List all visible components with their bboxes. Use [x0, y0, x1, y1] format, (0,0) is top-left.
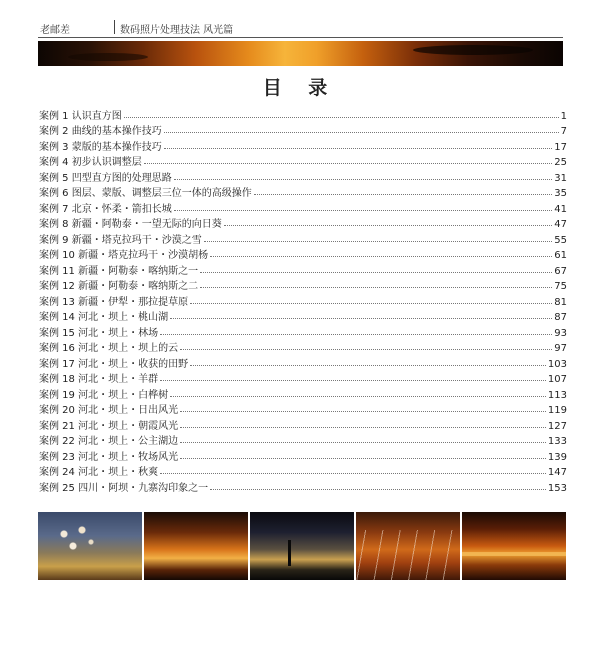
- toc-entry-page: 17: [554, 141, 567, 153]
- toc-entry-page: 35: [554, 188, 567, 199]
- toc-entry-label: 案例 1 认识直方图: [39, 110, 122, 122]
- photo-figure-dusk: [250, 512, 354, 580]
- toc-entry-label: 案例 15 河北・坝上・林场: [39, 327, 159, 339]
- photo-strip: [38, 512, 566, 580]
- toc-entry-page: 133: [547, 436, 567, 447]
- toc-entry-page: 31: [554, 172, 567, 184]
- table-of-contents: [39, 106, 567, 494]
- toc-entry-page: 75: [554, 281, 567, 292]
- toc-entry: [39, 416, 567, 432]
- header-divider: [114, 20, 115, 34]
- toc-entry-label: 案例 21 河北・坝上・朝霞风光: [39, 420, 179, 432]
- toc-dot-leader: [170, 395, 546, 397]
- header-rule: [38, 37, 563, 38]
- toc-entry: [39, 432, 567, 448]
- toc-entry-page: 153: [547, 482, 567, 494]
- toc-entry: [39, 339, 567, 355]
- page-title: 目 录: [262, 77, 338, 99]
- toc-dot-leader: [174, 178, 553, 180]
- toc-dot-leader: [174, 209, 553, 211]
- toc-entry: [39, 199, 567, 215]
- toc-entry-label: 案例 22 河北・坝上・公主湖边: [39, 436, 179, 447]
- photo-blossom-lake: [38, 512, 142, 580]
- toc-entry: [39, 401, 567, 417]
- toc-entry: [39, 354, 567, 370]
- toc-entry-label: 案例 6 图层、蒙版、调整层三位一体的高级操作: [39, 188, 252, 199]
- toc-entry-page: 7: [560, 126, 567, 137]
- toc-dot-leader: [160, 472, 546, 474]
- toc-dot-leader: [144, 162, 553, 164]
- toc-entry: [39, 106, 567, 122]
- toc-entry-page: 47: [554, 219, 567, 230]
- toc-entry-page: 81: [554, 296, 567, 308]
- toc-entry: [39, 323, 567, 339]
- toc-entry-page: 103: [547, 358, 567, 370]
- toc-entry: [39, 277, 567, 293]
- sunset-banner-image: [38, 41, 563, 66]
- toc-entry-page: 147: [547, 467, 567, 478]
- toc-dot-leader: [180, 457, 546, 459]
- toc-entry-label: 案例 9 新疆・塔克拉玛干・沙漠之雪: [39, 234, 202, 246]
- toc-entry: [39, 230, 567, 246]
- toc-entry: [39, 308, 567, 324]
- toc-entry: [39, 463, 567, 479]
- toc-dot-leader: [180, 441, 546, 443]
- toc-dot-leader: [190, 302, 552, 304]
- toc-entry-page: 1: [560, 110, 567, 122]
- toc-dot-leader: [164, 147, 553, 149]
- toc-entry-page: 139: [547, 451, 567, 463]
- toc-entry: [39, 370, 567, 386]
- toc-dot-leader: [160, 333, 552, 335]
- photo-birch-trees: [356, 512, 460, 580]
- toc-entry-label: 案例 17 河北・坝上・收获的田野: [39, 358, 189, 370]
- toc-entry: [39, 215, 567, 231]
- banner-cloud: [68, 53, 148, 61]
- toc-dot-leader: [180, 410, 546, 412]
- toc-entry: [39, 447, 567, 463]
- photo-sunset-clouds: [144, 512, 248, 580]
- toc-entry-label: 案例 7 北京・怀柔・箭扣长城: [39, 203, 172, 215]
- toc-entry-label: 案例 19 河北・坝上・白桦树: [39, 389, 169, 401]
- toc-entry-label: 案例 23 河北・坝上・牧场风光: [39, 451, 179, 463]
- toc-entry-label: 案例 24 河北・坝上・秋爽: [39, 467, 159, 478]
- toc-dot-leader: [160, 379, 546, 381]
- photo-lake-sunset: [462, 512, 566, 580]
- toc-entry-page: 127: [547, 420, 567, 432]
- toc-dot-leader: [254, 193, 553, 195]
- toc-entry: [39, 122, 567, 138]
- toc-entry: [39, 261, 567, 277]
- toc-entry-page: 107: [547, 374, 567, 385]
- toc-entry-page: 87: [554, 312, 567, 323]
- header-book-title: 数码照片处理技法 风光篇: [120, 25, 234, 36]
- toc-entry-label: 案例 5 凹型直方图的处理思路: [39, 172, 172, 184]
- toc-dot-leader: [200, 271, 552, 273]
- toc-entry-page: 93: [554, 327, 567, 339]
- toc-entry-label: 案例 2 曲线的基本操作技巧: [39, 126, 162, 137]
- toc-entry-label: 案例 11 新疆・阿勒泰・喀纳斯之一: [39, 265, 199, 277]
- toc-entry-page: 41: [554, 203, 567, 215]
- toc-entry-page: 119: [547, 405, 567, 416]
- toc-entry: [39, 292, 567, 308]
- toc-entry-page: 55: [554, 234, 567, 246]
- toc-entry: [39, 246, 567, 262]
- blossom-detail: [46, 518, 106, 558]
- running-header: [38, 19, 563, 35]
- toc-dot-leader: [190, 364, 546, 366]
- silhouette-figure: [288, 540, 291, 566]
- banner-cloud: [413, 45, 533, 55]
- toc-dot-leader: [210, 255, 552, 257]
- toc-entry: [39, 184, 567, 200]
- toc-dot-leader: [210, 488, 546, 490]
- toc-dot-leader: [200, 286, 552, 288]
- toc-entry-label: 案例 14 河北・坝上・桃山湖: [39, 312, 169, 323]
- toc-dot-leader: [180, 426, 546, 428]
- toc-entry-label: 案例 8 新疆・阿勒泰・一望无际的向日葵: [39, 219, 222, 230]
- toc-entry: [39, 478, 567, 494]
- toc-entry-label: 案例 20 河北・坝上・日出风光: [39, 405, 179, 416]
- water-reflection: [462, 552, 566, 556]
- toc-entry-page: 97: [554, 343, 567, 354]
- toc-entry-label: 案例 25 四川・阿坝・九寨沟印象之一: [39, 482, 209, 494]
- toc-dot-leader: [164, 131, 559, 133]
- toc-entry-page: 25: [554, 157, 567, 168]
- toc-dot-leader: [204, 240, 553, 242]
- toc-entry-label: 案例 3 蒙版的基本操作技巧: [39, 141, 162, 153]
- toc-entry: [39, 153, 567, 169]
- toc-entry-page: 67: [554, 265, 567, 277]
- birch-trunks: [356, 530, 460, 580]
- toc-dot-leader: [170, 317, 552, 319]
- toc-dot-leader: [180, 348, 552, 350]
- toc-entry-label: 案例 12 新疆・阿勒泰・喀纳斯之二: [39, 281, 199, 292]
- toc-dot-leader: [224, 224, 553, 226]
- toc-dot-leader: [124, 116, 559, 118]
- toc-entry-label: 案例 13 新疆・伊犁・那拉提草原: [39, 296, 189, 308]
- toc-entry-page: 113: [547, 389, 567, 401]
- header-author: 老邮差: [40, 25, 70, 36]
- toc-entry-label: 案例 18 河北・坝上・羊群: [39, 374, 159, 385]
- toc-entry-label: 案例 4 初步认识调整层: [39, 157, 142, 168]
- toc-entry-label: 案例 10 新疆・塔克拉玛干・沙漠胡杨: [39, 250, 209, 261]
- toc-entry-page: 61: [554, 250, 567, 261]
- toc-entry: [39, 385, 567, 401]
- toc-entry-label: 案例 16 河北・坝上・坝上的云: [39, 343, 179, 354]
- toc-entry: [39, 168, 567, 184]
- toc-entry: [39, 137, 567, 153]
